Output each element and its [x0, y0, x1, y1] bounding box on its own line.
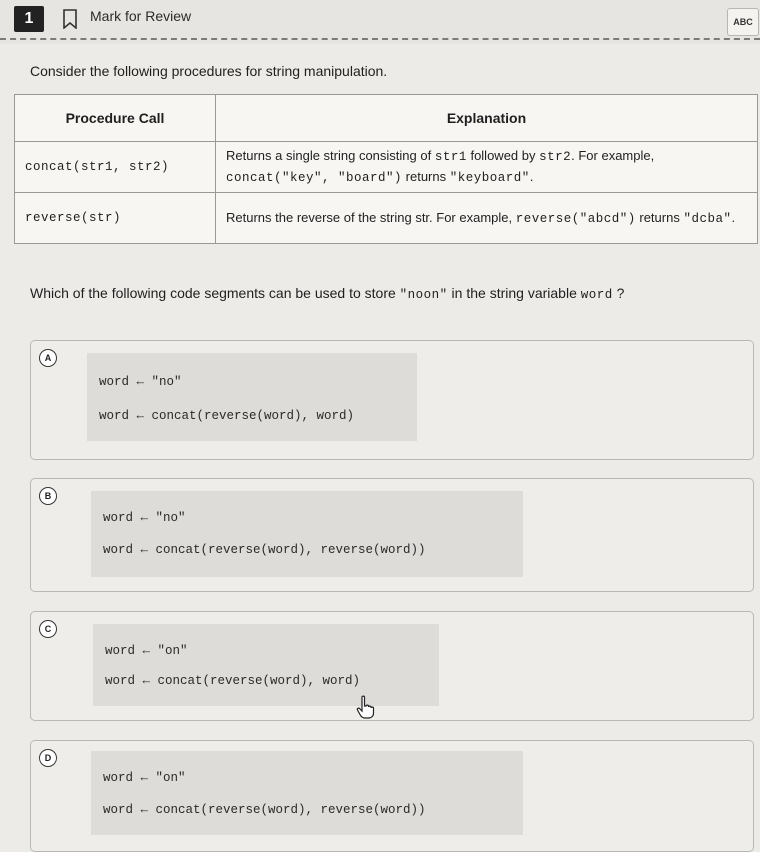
code-block: [93, 624, 439, 706]
answer-option-a[interactable]: [30, 340, 754, 460]
answer-option-b[interactable]: [30, 478, 754, 592]
divider: [0, 38, 760, 40]
procedure-table: [14, 94, 758, 244]
code: "dcba": [683, 211, 732, 226]
column-header-explanation: Explanation: [216, 95, 758, 142]
option-letter-badge: A: [39, 349, 57, 367]
code-line: word ← "on": [105, 644, 188, 658]
code-block: [91, 491, 523, 577]
table-row: [15, 142, 758, 193]
procedure-call: reverse(str): [15, 193, 216, 244]
code-line: word ← concat(reverse(word), word): [99, 409, 355, 423]
answer-option-c[interactable]: [30, 611, 754, 721]
hand-pointer-cursor-icon: [355, 695, 377, 719]
code-line: word ← "no": [99, 375, 182, 389]
table-header-row: [15, 95, 758, 142]
column-header-procedure: Procedure Call: [15, 95, 216, 142]
text: .: [731, 209, 736, 225]
code-line: word ← concat(reverse(word), reverse(word)): [103, 803, 426, 817]
code: "keyboard": [449, 171, 530, 185]
code-block: [87, 353, 417, 441]
procedure-call: concat(str1, str2): [15, 142, 216, 193]
code: "noon": [399, 288, 448, 302]
mark-for-review-label[interactable]: Mark for Review: [90, 8, 192, 24]
code-line: word ← "on": [103, 771, 186, 785]
prompt-text: Consider the following procedures for string manipulation.: [30, 63, 388, 79]
text: returns: [402, 169, 450, 184]
answer-option-d[interactable]: [30, 740, 754, 852]
code-line: word ← concat(reverse(word), reverse(word)): [103, 543, 426, 557]
text: ?: [612, 285, 625, 301]
code-line: word ← concat(reverse(word), word): [105, 674, 361, 688]
question-number: 1: [14, 6, 44, 32]
strikethrough-abc-button[interactable]: ABC: [727, 8, 759, 36]
option-letter-badge: C: [39, 620, 57, 638]
text: in the string variable: [447, 285, 581, 301]
bookmark-icon[interactable]: [62, 9, 78, 29]
procedure-explanation: [216, 142, 758, 193]
code: str1: [434, 150, 467, 164]
code: word: [580, 288, 613, 302]
text: Returns a single string consisting of: [226, 148, 435, 163]
text: Returns the reverse of the string str. For example,: [226, 209, 516, 225]
text: . For example,: [571, 148, 655, 163]
procedure-explanation: [216, 193, 758, 244]
option-letter-badge: B: [39, 487, 57, 505]
text: .: [529, 169, 534, 184]
question-text: [30, 285, 624, 302]
text: followed by: [466, 148, 540, 163]
option-letter-badge: D: [39, 749, 57, 767]
table-row: [15, 193, 758, 244]
code: reverse("abcd"): [515, 211, 636, 226]
text: returns: [635, 209, 684, 225]
code: concat("key", "board"): [226, 171, 403, 185]
code-block: [91, 751, 523, 835]
code-line: word ← "no": [103, 511, 186, 525]
code: str2: [539, 150, 572, 164]
text: Which of the following code segments can be used to store: [30, 285, 400, 301]
